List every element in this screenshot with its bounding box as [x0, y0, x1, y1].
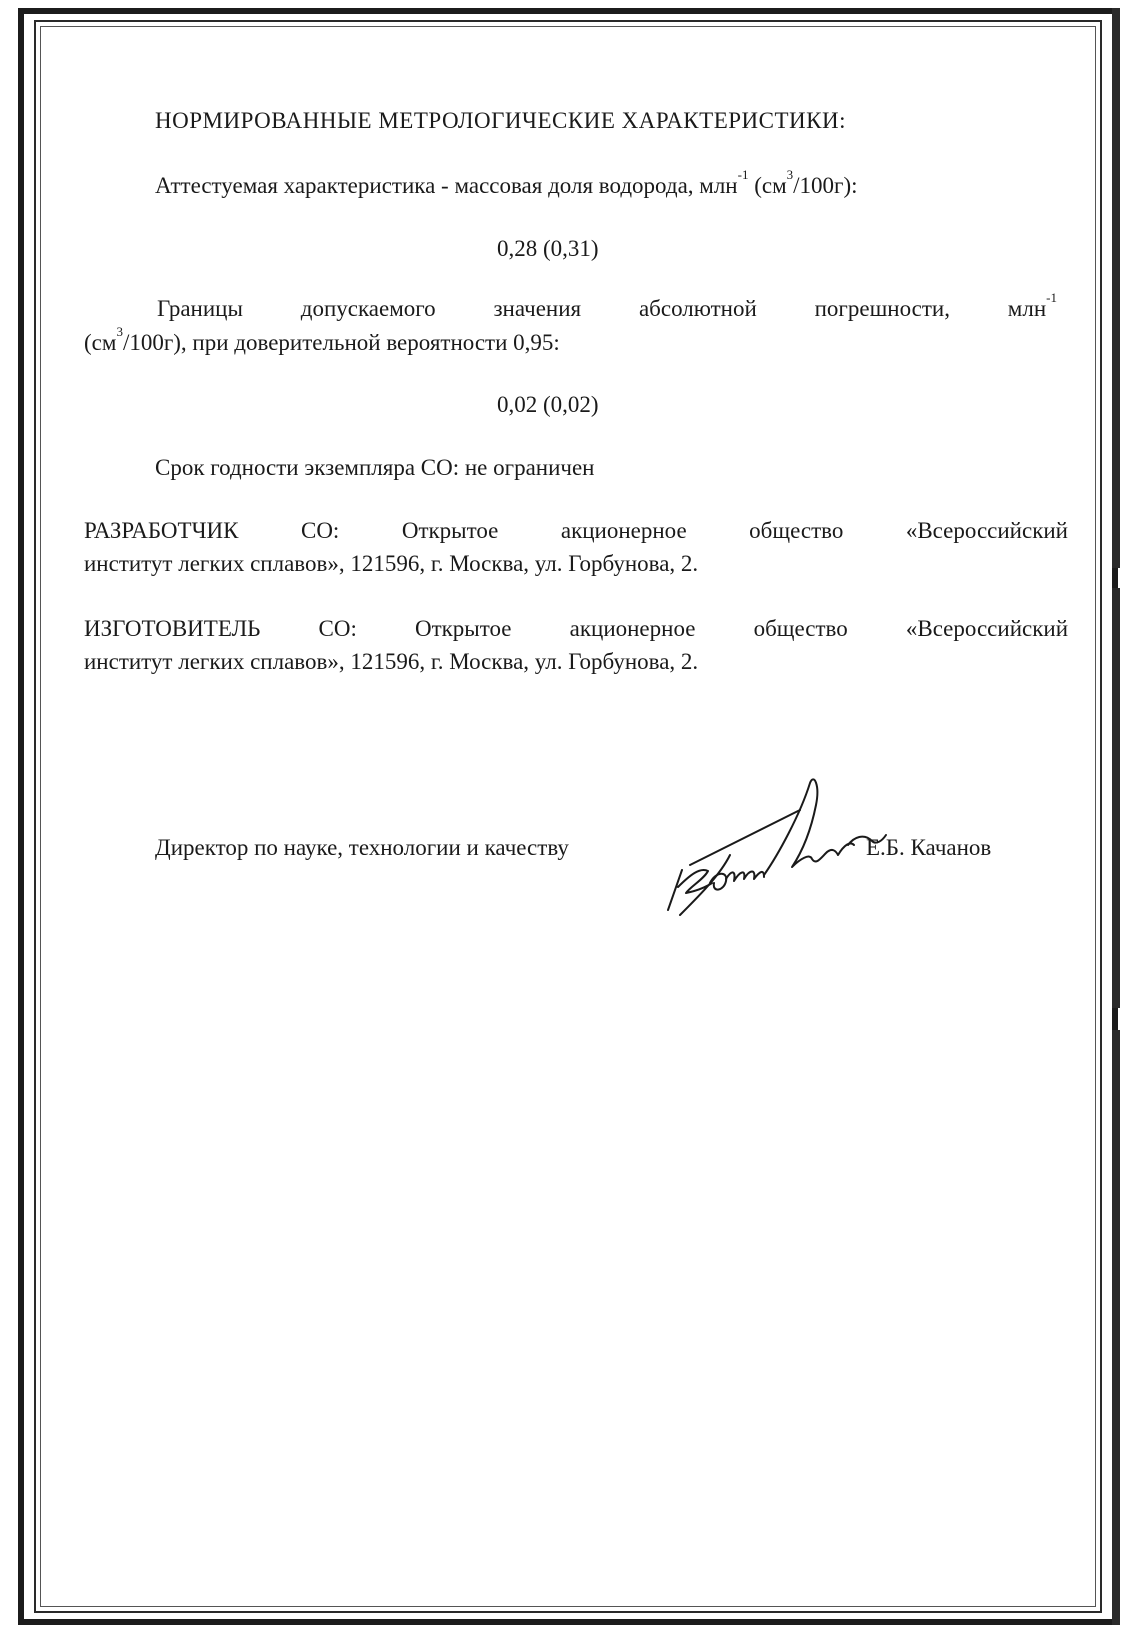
shelf-life: Срок годности экземпляра СО: не ограничен	[155, 455, 595, 480]
frame-right-bar	[1112, 1030, 1120, 1625]
signatory-position: Директор по науке, технологии и качеству	[155, 835, 569, 860]
error-bounds-value: 0,02 (0,02)	[497, 392, 599, 417]
developer-line2: институт легких сплавов», 121596, г. Москва, ул. Горбунова, 2.	[84, 551, 699, 576]
developer-line1: РАЗРАБОТЧИК СО: Открытое акционерное общество «Всероссийский	[84, 518, 1068, 543]
frame-right-bar	[1112, 588, 1120, 1008]
error-bounds-line2: $(см^3/100г)$, при доверительной вероятности 0,95:	[84, 324, 560, 355]
error-bounds-line1: Границы допускаемого значения абсолютной погрешности, млн$^{-1}$	[157, 290, 1057, 321]
document-heading: НОРМИРОВАННЫЕ МЕТРОЛОГИЧЕСКИЕ ХАРАКТЕРИСТИКИ:	[155, 108, 846, 133]
handwritten-signature	[660, 775, 920, 945]
characteristic-value: 0,28 (0,31)	[497, 236, 599, 261]
page-frame-inner-thin	[40, 26, 1096, 1607]
manufacturer-line2: институт легких сплавов», 121596, г. Москва, ул. Горбунова, 2.	[84, 649, 699, 674]
manufacturer-line1: ИЗГОТОВИТЕЛЬ СО: Открытое акционерное общество «Всероссийский	[84, 616, 1068, 641]
signatory-name: Е.Б. Качанов	[866, 835, 992, 860]
frame-right-bar	[1112, 8, 1120, 568]
characteristic-label: Аттестуемая характеристика - массовая доля водорода, млн$^{-1}$ $(см^3/100г)$:	[155, 167, 858, 198]
